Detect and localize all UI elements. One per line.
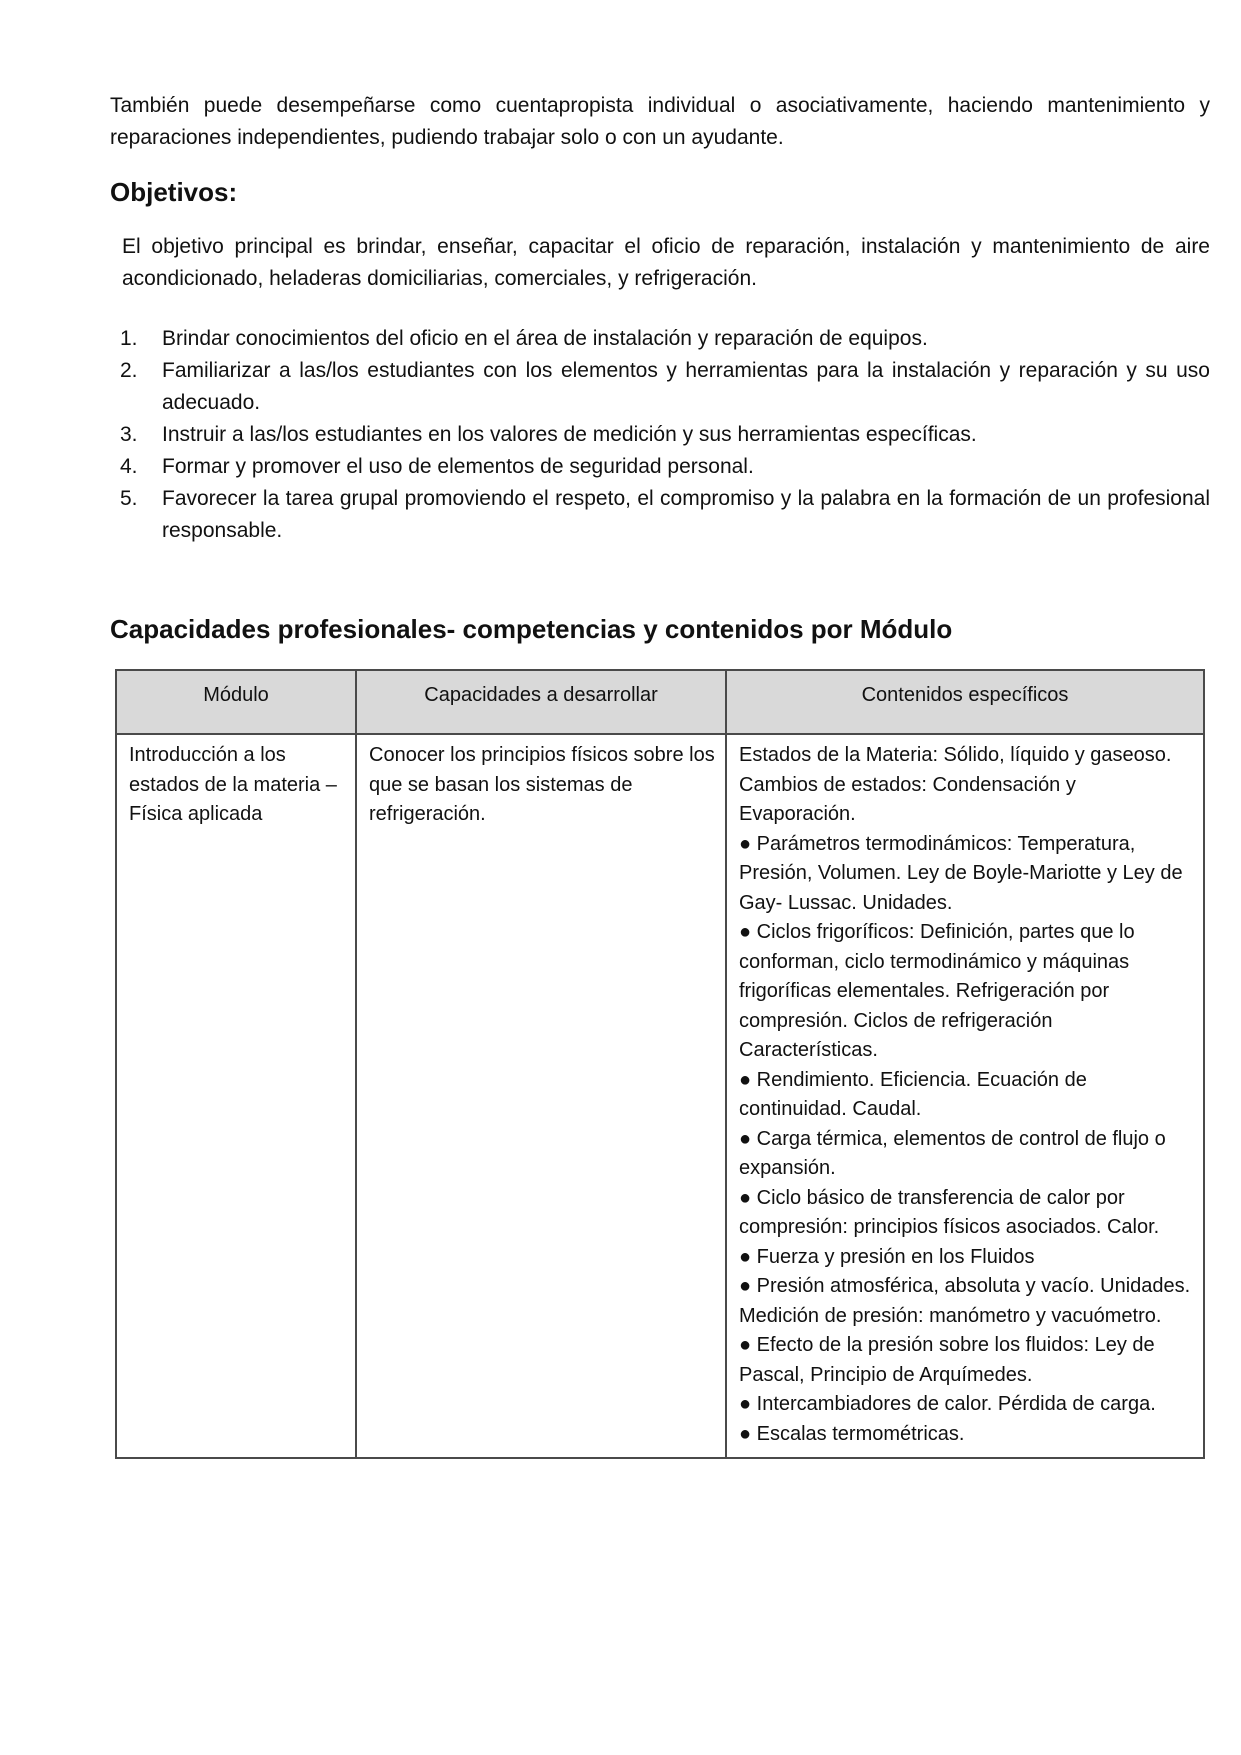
objective-item-4 — [120, 451, 1210, 483]
contenido-line: ● Carga térmica, elementos de control de flujo o expansión. — [739, 1127, 1166, 1179]
objectives-heading: Objetivos: — [110, 177, 238, 207]
objective-text: Brindar conocimientos del oficio en el área de instalación y reparación de equipos. — [162, 327, 928, 350]
col-header-capacidades: Capacidades a desarrollar — [356, 670, 726, 734]
cell-capacidades: Conocer los principios físicos sobre los que se basan los sistemas de refrigeración. — [356, 734, 726, 1458]
document-content — [110, 0, 1210, 1459]
objective-item-2 — [120, 355, 1210, 419]
cell-contenidos — [726, 734, 1204, 1458]
contenido-line: ● Intercambiadores de calor. Pérdida de carga. — [739, 1393, 1156, 1415]
objective-item-3 — [120, 419, 1210, 451]
contenido-line: ● Rendimiento. Eficiencia. Ecuación de continuidad. Caudal. — [739, 1068, 1087, 1120]
objective-item-5 — [120, 483, 1210, 547]
contenido-line: ● Presión atmosférica, absoluta y vacío. Unidades. Medición de presión: manómetro y vacuómetro. — [739, 1275, 1191, 1327]
objectives-list — [120, 323, 1210, 547]
contenido-line: ● Fuerza y presión en los Fluidos — [739, 1245, 1035, 1268]
contenido-line: ● Escalas termométricas. — [739, 1422, 965, 1445]
objective-number: 5. — [120, 487, 138, 510]
objective-text: Formar y promover el uso de elementos de seguridad personal. — [162, 455, 754, 478]
objective-text: Instruir a las/los estudiantes en los valores de medición y sus herramientas específicas. — [162, 423, 977, 446]
objective-number: 1. — [120, 327, 138, 350]
col-header-modulo: Módulo — [116, 670, 356, 734]
objective-text: Favorecer la tarea grupal promoviendo el respeto, el compromiso y la palabra en la formación de un profesional responsable. — [162, 487, 1210, 542]
intro-paragraph: También puede desempeñarse como cuentapropista individual o asociativamente, haciendo mantenimiento y reparaciones independientes, pudiendo trabajar solo o con un ayudante. — [110, 94, 1210, 149]
contenido-line: ● Efecto de la presión sobre los fluidos: Ley de Pascal, Principio de Arquímedes. — [739, 1334, 1155, 1386]
objective-number: 3. — [120, 423, 138, 446]
table-header-row — [116, 670, 1204, 734]
contenido-line: ● Ciclos frigoríficos: Definición, partes que lo conforman, ciclo termodinámico y máquinas frigoríficas elementales. Refrigeración por compresión. Ciclos de refrigeración Características. — [739, 921, 1135, 1061]
objective-number: 4. — [120, 455, 138, 478]
contenido-line: Estados de la Materia: Sólido, líquido y gaseoso. Cambios de estados: Condensación y Evaporación. — [739, 744, 1172, 825]
modules-table — [115, 669, 1205, 1459]
objective-number: 2. — [120, 359, 138, 382]
objectives-lead-paragraph: El objetivo principal es brindar, enseñar, capacitar el oficio de reparación, instalación y mantenimiento de aire acondicionado, heladeras domiciliarias, comerciales, y refrigeración. — [122, 235, 1210, 290]
contenido-line: ● Parámetros termodinámicos: Temperatura, Presión, Volumen. Ley de Boyle-Mariotte y Ley de Gay- Lussac. Unidades. — [739, 832, 1183, 914]
col-header-contenidos: Contenidos específicos — [726, 670, 1204, 734]
capacidades-heading: Capacidades profesionales- competencias y contenidos por Módulo — [110, 614, 953, 644]
objective-text: Familiarizar a las/los estudiantes con los elementos y herramientas para la instalación y reparación y su uso adecuado. — [162, 359, 1210, 414]
cell-modulo: Introducción a los estados de la materia – Física aplicada — [116, 734, 356, 1458]
table-row — [116, 734, 1204, 1458]
objective-item-1 — [120, 323, 1210, 355]
contenido-line: ● Ciclo básico de transferencia de calor por compresión: principios físicos asociados. Calor. — [739, 1186, 1160, 1238]
